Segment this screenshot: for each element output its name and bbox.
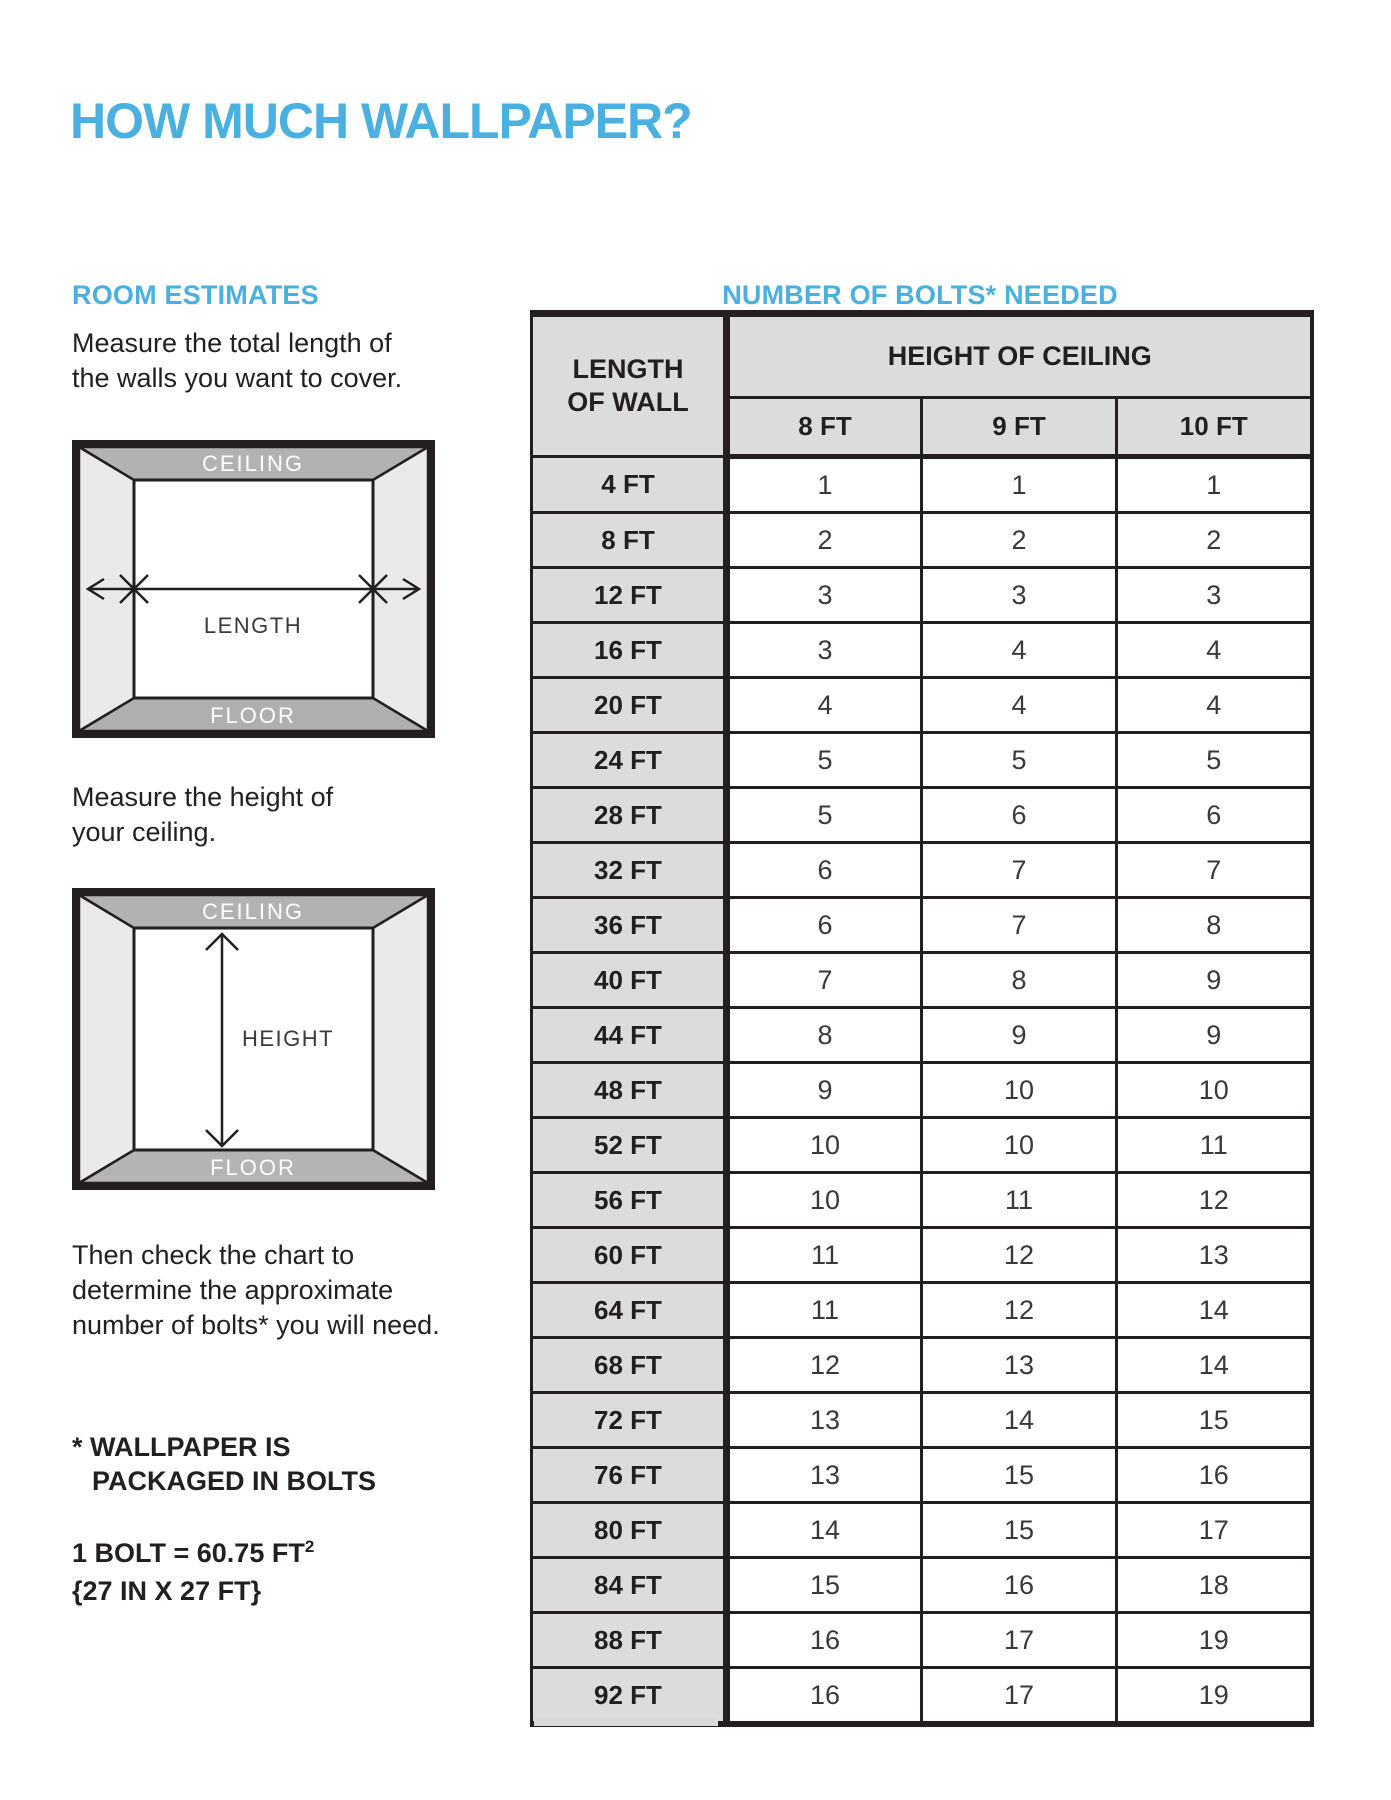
group-header-height-of-ceiling: HEIGHT OF CEILING [727,314,1312,398]
cell-bolts-10ft: 14 [1117,1338,1312,1393]
table-row [532,1283,1312,1338]
instruction-line: your ceiling. [72,817,217,847]
instruction-line: number of bolts* you will need. [72,1310,440,1340]
col-header-9ft: 9 FT [922,398,1117,457]
cell-bolts-9ft: 13 [922,1338,1117,1393]
cell-bolts-9ft: 17 [922,1668,1117,1725]
cell-bolts-10ft: 9 [1117,953,1312,1008]
cell-bolts-10ft: 4 [1117,623,1312,678]
cell-bolts-8ft: 2 [727,513,922,568]
bolt-equation-text: 1 BOLT = 60.75 FT [72,1538,305,1568]
instruction-measure-height [72,780,333,850]
bolt-equation [72,1528,314,1610]
cell-bolts-9ft: 10 [922,1063,1117,1118]
instruction-line: Then check the chart to [72,1240,355,1270]
row-header-length-of-wall: 92 FT [532,1668,727,1725]
cell-bolts-10ft: 8 [1117,898,1312,953]
right-wall [373,895,428,1183]
row-header-length-of-wall: 68 FT [532,1338,727,1393]
cell-bolts-8ft: 16 [727,1668,922,1725]
cell-bolts-9ft: 2 [922,513,1117,568]
table-row [532,1613,1312,1668]
room-length-diagram [72,440,435,738]
corner-header-length-of-wall [532,314,727,457]
height-label: HEIGHT [242,1026,335,1051]
row-header-length-of-wall: 20 FT [532,678,727,733]
table-bottom-shadow [534,1718,718,1726]
cell-bolts-9ft: 17 [922,1613,1117,1668]
cell-bolts-9ft: 4 [922,623,1117,678]
cell-bolts-8ft: 16 [727,1613,922,1668]
cell-bolts-9ft: 4 [922,678,1117,733]
instruction-line: Measure the total length of [72,328,392,358]
bolt-dimensions: {27 IN X 27 FT} [72,1576,262,1606]
instruction-line: determine the approximate [72,1275,394,1305]
cell-bolts-8ft: 8 [727,1008,922,1063]
cell-bolts-10ft: 13 [1117,1228,1312,1283]
page-title: HOW MUCH WALLPAPER? [70,92,692,149]
row-header-length-of-wall: 84 FT [532,1558,727,1613]
cell-bolts-9ft: 3 [922,568,1117,623]
cell-bolts-8ft: 10 [727,1173,922,1228]
row-header-length-of-wall: 28 FT [532,788,727,843]
cell-bolts-8ft: 11 [727,1283,922,1338]
cell-bolts-9ft: 7 [922,843,1117,898]
row-header-length-of-wall: 8 FT [532,513,727,568]
cell-bolts-10ft: 3 [1117,568,1312,623]
table-row [532,953,1312,1008]
table-row [532,623,1312,678]
col-header-10ft: 10 FT [1117,398,1312,457]
table-row [532,457,1312,513]
cell-bolts-10ft: 2 [1117,513,1312,568]
row-header-length-of-wall: 48 FT [532,1063,727,1118]
row-header-length-of-wall: 32 FT [532,843,727,898]
bolt-equation-superscript: 2 [304,1537,315,1556]
cell-bolts-10ft: 4 [1117,678,1312,733]
cell-bolts-10ft: 1 [1117,457,1312,513]
cell-bolts-10ft: 19 [1117,1613,1312,1668]
cell-bolts-8ft: 15 [727,1558,922,1613]
floor-label: FLOOR [210,703,296,728]
table-header-row [532,314,1312,398]
ceiling-label: CEILING [201,451,305,476]
bolts-footnote [72,1430,376,1498]
cell-bolts-8ft: 14 [727,1503,922,1558]
cell-bolts-8ft: 12 [727,1338,922,1393]
room-estimates-heading: ROOM ESTIMATES [72,280,319,311]
table-row [532,1393,1312,1448]
row-header-length-of-wall: 16 FT [532,623,727,678]
col-header-8ft: 8 FT [727,398,922,457]
table-row [532,1558,1312,1613]
room-height-diagram [72,888,435,1190]
instruction-check-chart [72,1238,440,1343]
row-header-length-of-wall: 12 FT [532,568,727,623]
corner-header-line: OF WALL [567,387,689,417]
row-header-length-of-wall: 52 FT [532,1118,727,1173]
bolts-needed-heading: NUMBER OF BOLTS* NEEDED [722,280,1118,311]
row-header-length-of-wall: 80 FT [532,1503,727,1558]
cell-bolts-9ft: 5 [922,733,1117,788]
footnote-line: * WALLPAPER IS [72,1432,291,1462]
table-row [532,1118,1312,1173]
table-row [532,1173,1312,1228]
table-row [532,678,1312,733]
row-header-length-of-wall: 4 FT [532,457,727,513]
corner-header-line: LENGTH [572,354,684,384]
cell-bolts-8ft: 3 [727,568,922,623]
cell-bolts-8ft: 3 [727,623,922,678]
ceiling-label: CEILING [201,899,305,924]
row-header-length-of-wall: 36 FT [532,898,727,953]
row-header-length-of-wall: 72 FT [532,1393,727,1448]
cell-bolts-10ft: 12 [1117,1173,1312,1228]
table-row [532,788,1312,843]
instruction-measure-length [72,326,402,396]
row-header-length-of-wall: 56 FT [532,1173,727,1228]
cell-bolts-8ft: 7 [727,953,922,1008]
table-row [532,1503,1312,1558]
instruction-line: Measure the height of [72,782,334,812]
cell-bolts-10ft: 7 [1117,843,1312,898]
row-header-length-of-wall: 44 FT [532,1008,727,1063]
table-row [532,1448,1312,1503]
table-row [532,1668,1312,1725]
cell-bolts-9ft: 6 [922,788,1117,843]
table-row [532,568,1312,623]
table-row [532,1008,1312,1063]
cell-bolts-10ft: 11 [1117,1118,1312,1173]
bolt-equation-line [72,1528,314,1572]
cell-bolts-8ft: 10 [727,1118,922,1173]
cell-bolts-8ft: 6 [727,843,922,898]
cell-bolts-8ft: 5 [727,733,922,788]
cell-bolts-10ft: 14 [1117,1283,1312,1338]
cell-bolts-10ft: 15 [1117,1393,1312,1448]
table-row [532,898,1312,953]
table-row [532,513,1312,568]
cell-bolts-9ft: 11 [922,1173,1117,1228]
row-header-length-of-wall: 76 FT [532,1448,727,1503]
floor-label: FLOOR [210,1155,296,1180]
cell-bolts-8ft: 9 [727,1063,922,1118]
cell-bolts-8ft: 13 [727,1448,922,1503]
cell-bolts-10ft: 18 [1117,1558,1312,1613]
row-header-length-of-wall: 24 FT [532,733,727,788]
cell-bolts-8ft: 1 [727,457,922,513]
cell-bolts-10ft: 10 [1117,1063,1312,1118]
footnote-line: PACKAGED IN BOLTS [92,1466,377,1496]
cell-bolts-9ft: 10 [922,1118,1117,1173]
cell-bolts-8ft: 4 [727,678,922,733]
cell-bolts-9ft: 16 [922,1558,1117,1613]
row-header-length-of-wall: 88 FT [532,1613,727,1668]
cell-bolts-9ft: 1 [922,457,1117,513]
cell-bolts-9ft: 12 [922,1228,1117,1283]
cell-bolts-9ft: 14 [922,1393,1117,1448]
cell-bolts-10ft: 16 [1117,1448,1312,1503]
row-header-length-of-wall: 40 FT [532,953,727,1008]
table-row [532,843,1312,898]
cell-bolts-10ft: 6 [1117,788,1312,843]
cell-bolts-9ft: 9 [922,1008,1117,1063]
cell-bolts-9ft: 8 [922,953,1117,1008]
left-wall [79,895,134,1183]
cell-bolts-9ft: 15 [922,1448,1117,1503]
cell-bolts-10ft: 5 [1117,733,1312,788]
table-row [532,1228,1312,1283]
cell-bolts-10ft: 19 [1117,1668,1312,1725]
row-header-length-of-wall: 60 FT [532,1228,727,1283]
length-label: LENGTH [203,613,303,638]
cell-bolts-9ft: 7 [922,898,1117,953]
cell-bolts-10ft: 9 [1117,1008,1312,1063]
cell-bolts-8ft: 11 [727,1228,922,1283]
cell-bolts-9ft: 15 [922,1503,1117,1558]
table-row [532,1063,1312,1118]
instruction-line: the walls you want to cover. [72,363,403,393]
cell-bolts-8ft: 6 [727,898,922,953]
table-row [532,733,1312,788]
cell-bolts-8ft: 5 [727,788,922,843]
cell-bolts-9ft: 12 [922,1283,1117,1338]
cell-bolts-8ft: 13 [727,1393,922,1448]
table-row [532,1338,1312,1393]
row-header-length-of-wall: 64 FT [532,1283,727,1338]
bolts-table [530,310,1314,1727]
cell-bolts-10ft: 17 [1117,1503,1312,1558]
